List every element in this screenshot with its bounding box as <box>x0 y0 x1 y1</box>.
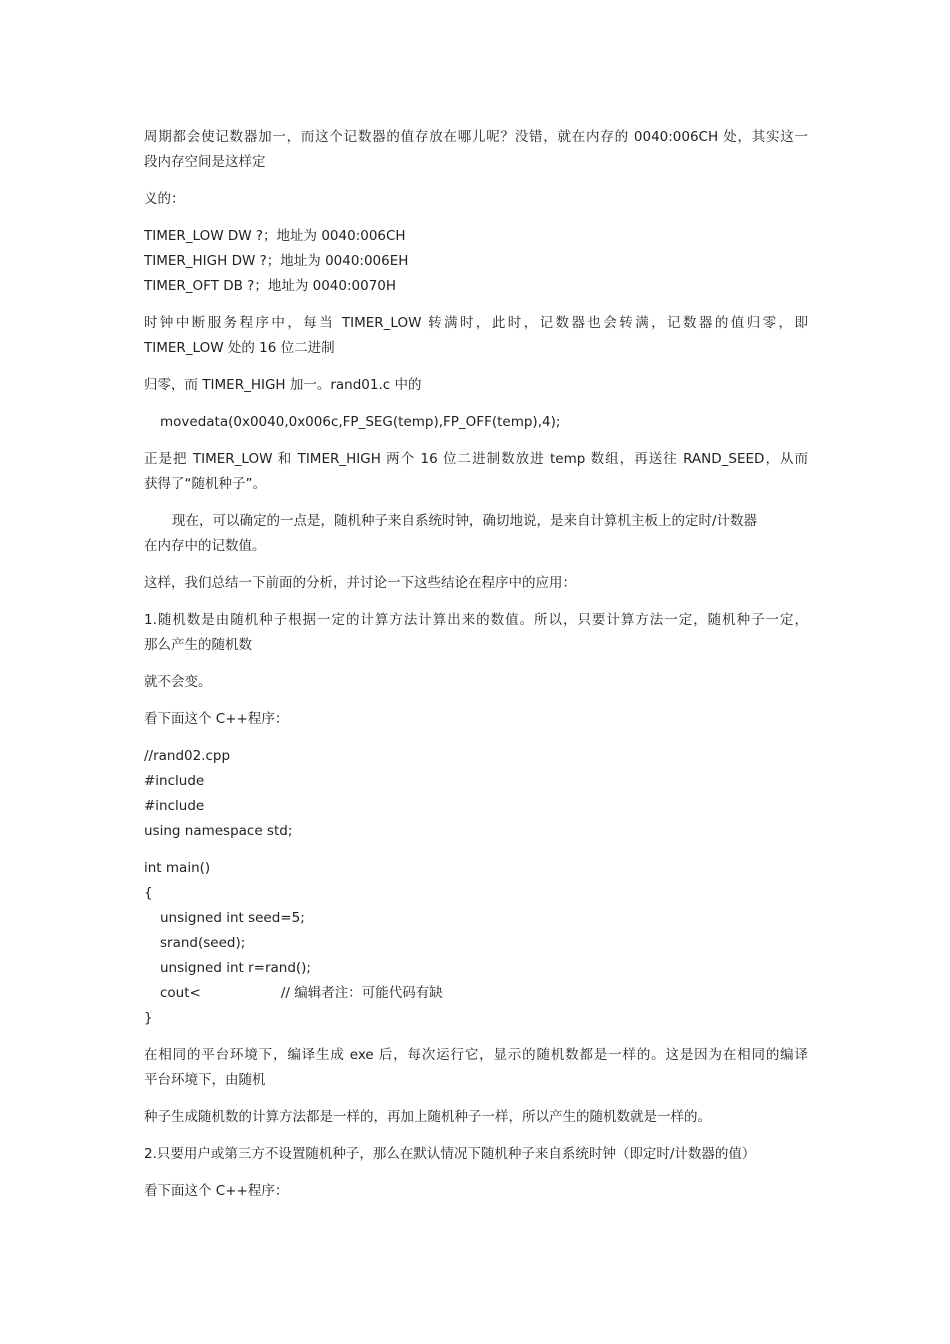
text-line: 归零，而 TIMER_HIGH 加一。rand01.c 中的 <box>144 377 422 393</box>
code-line: } <box>144 1010 153 1026</box>
text-line: 看下面这个 C++程序： <box>144 711 289 727</box>
code-movedata <box>144 410 808 435</box>
paragraph-reset <box>144 373 808 398</box>
paragraph-point-1 <box>144 608 808 658</box>
paragraph-defined-as <box>144 187 808 212</box>
code-line: unsigned int seed=5; <box>160 910 305 926</box>
code-line: { <box>144 885 153 901</box>
document-page <box>144 125 808 1216</box>
code-line: #include <box>144 798 205 814</box>
paragraph-point-2 <box>144 1142 808 1167</box>
text-line: 周期都会使记数器加一，而这个记数器的值存放在哪儿呢？没错，就在内存的 0040:006CH 处，其实这一 <box>144 129 808 145</box>
text-line: TIMER_LOW 处的 16 位二进制 <box>144 340 335 356</box>
paragraph-summary <box>144 571 808 596</box>
paragraph-same-platform <box>144 1043 808 1093</box>
code-cout: cout< <box>160 985 201 1001</box>
text-line: 在相同的平台环境下，编译生成 exe 后，每次运行它，显示的随机数都是一样的。这是因为在相同的编译 <box>144 1047 808 1063</box>
timer-definitions <box>144 224 808 299</box>
text-line: 在内存中的记数值。 <box>144 538 266 554</box>
code-includes <box>144 744 808 844</box>
text-line: 就不会变。 <box>144 674 212 690</box>
paragraph-temp-array <box>144 447 808 497</box>
editor-note: // 编辑者注：可能代码有缺 <box>280 985 443 1001</box>
text-line: 2.只要用户或第三方不设置随机种子，那么在默认情况下随机种子来自系统时钟（即定时/计数器的值） <box>144 1146 756 1162</box>
text-line: 现在，可以确定的一点是，随机种子来自系统时钟，确切地说，是来自计算机主板上的定时/计数器 <box>172 513 758 529</box>
text-line: 平台环境下，由随机 <box>144 1072 266 1088</box>
paragraph-system-clock <box>144 509 808 559</box>
timer-high-line: TIMER_HIGH DW ?；地址为 0040:006EH <box>144 253 409 269</box>
code-line: movedata(0x0040,0x006c,FP_SEG(temp),FP_OFF(temp),4); <box>160 414 561 430</box>
code-line: srand(seed); <box>160 935 246 951</box>
code-line: int main() <box>144 860 211 876</box>
paragraph-unchanged <box>144 670 808 695</box>
text-line: 段内存空间是这样定 <box>144 154 266 170</box>
paragraph-see-program-2 <box>144 1179 808 1204</box>
paragraph-same-seed <box>144 1105 808 1130</box>
timer-low-line: TIMER_LOW DW ?；地址为 0040:006CH <box>144 228 406 244</box>
text-line: 那么产生的随机数 <box>144 637 252 653</box>
code-line: using namespace std; <box>144 823 293 839</box>
text-line: 种子生成随机数的计算方法都是一样的，再加上随机种子一样，所以产生的随机数就是一样的。 <box>144 1109 711 1125</box>
text-line: 这样，我们总结一下前面的分析，并讨论一下这些结论在程序中的应用： <box>144 575 576 591</box>
text-line: 看下面这个 C++程序： <box>144 1183 289 1199</box>
paragraph-counter-location <box>144 125 808 175</box>
text-line: 获得了“随机种子”。 <box>144 476 266 492</box>
code-line: //rand02.cpp <box>144 748 231 764</box>
code-line: unsigned int r=rand(); <box>160 960 311 976</box>
code-line <box>144 981 808 1006</box>
code-line: #include <box>144 773 205 789</box>
text-line: 1.随机数是由随机种子根据一定的计算方法计算出来的数值。所以，只要计算方法一定，随机种子一定， <box>144 612 808 628</box>
text-line: 时钟中断服务程序中，每当 TIMER_LOW 转满时，此时，记数器也会转满，记数器的值归零，即 <box>144 315 808 331</box>
timer-oft-line: TIMER_OFT DB ?；地址为 0040:0070H <box>144 278 397 294</box>
code-main <box>144 856 808 1031</box>
paragraph-see-program-1 <box>144 707 808 732</box>
text-line: 义的： <box>144 191 185 207</box>
text-line: 正是把 TIMER_LOW 和 TIMER_HIGH 两个 16 位二进制数放进 temp 数组，再送往 RAND_SEED，从而 <box>144 451 808 467</box>
paragraph-clock-interrupt <box>144 311 808 361</box>
